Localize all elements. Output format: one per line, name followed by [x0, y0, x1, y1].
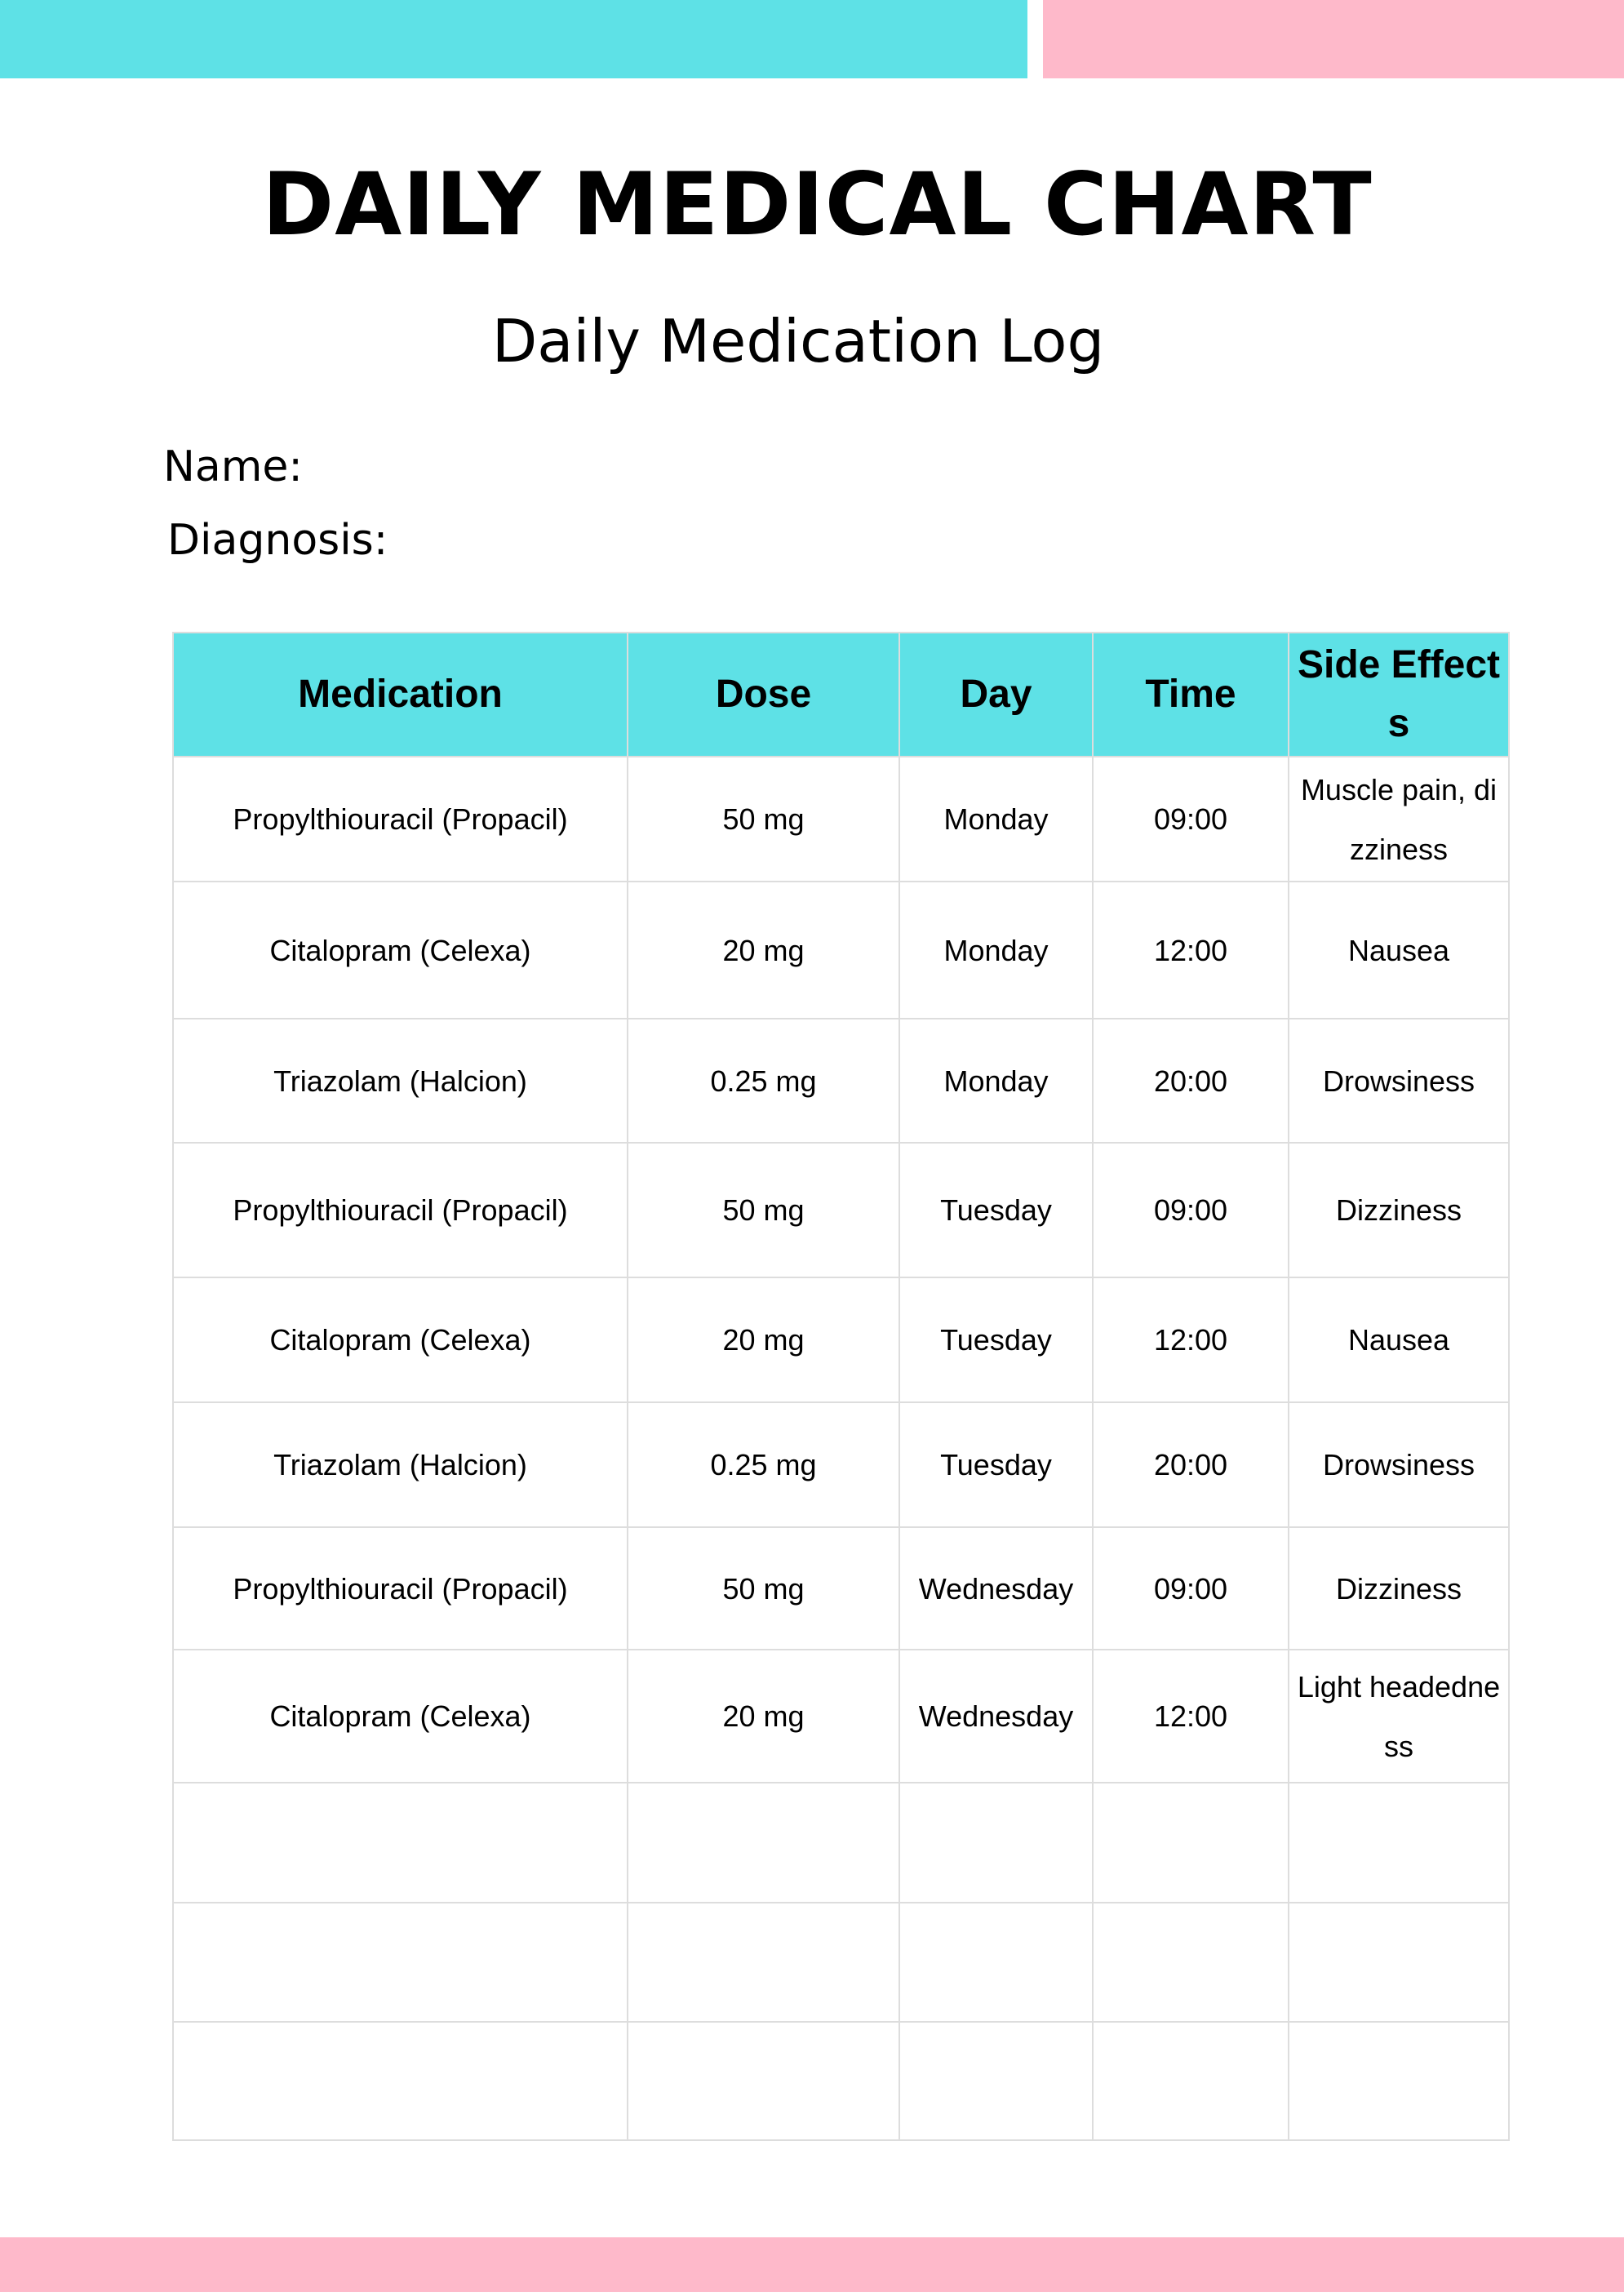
- name-label: Name:: [163, 442, 303, 491]
- cell-dose: 50 mg: [628, 757, 899, 882]
- top-cyan-bar: [0, 0, 1027, 78]
- cell-side-effects: Light headedness: [1289, 1650, 1509, 1783]
- cell-dose: [628, 2022, 899, 2140]
- cell-time: 20:00: [1093, 1019, 1289, 1143]
- table-row: [173, 757, 1509, 882]
- diagnosis-label: Diagnosis:: [167, 516, 388, 565]
- header-side-effects: Side Effects: [1289, 633, 1509, 757]
- cell-time: 09:00: [1093, 1143, 1289, 1277]
- header-time: Time: [1093, 633, 1289, 757]
- cell-side-effects: Nausea: [1289, 1277, 1509, 1402]
- table-row: [173, 1019, 1509, 1143]
- cell-day: Wednesday: [899, 1650, 1093, 1783]
- table-row: [173, 2022, 1509, 2140]
- cell-day: [899, 1903, 1093, 2022]
- top-pink-bar: [1043, 0, 1624, 78]
- table-row: [173, 1783, 1509, 1903]
- cell-time: 12:00: [1093, 1650, 1289, 1783]
- cell-side-effects: [1289, 2022, 1509, 2140]
- cell-dose: [628, 1783, 899, 1903]
- table-header-row: [173, 633, 1509, 757]
- cell-side-effects: Muscle pain, dizziness: [1289, 757, 1509, 882]
- cell-day: Monday: [899, 1019, 1093, 1143]
- cell-day: Monday: [899, 882, 1093, 1019]
- cell-medication: Citalopram (Celexa): [173, 882, 628, 1019]
- cell-time: [1093, 1783, 1289, 1903]
- cell-side-effects: [1289, 1903, 1509, 2022]
- cell-time: 12:00: [1093, 1277, 1289, 1402]
- table-row: [173, 1650, 1509, 1783]
- table-row: [173, 1143, 1509, 1277]
- cell-dose: 20 mg: [628, 1277, 899, 1402]
- page-subtitle: Daily Medication Log: [491, 307, 1105, 375]
- cell-time: [1093, 1903, 1289, 2022]
- table-row: [173, 882, 1509, 1019]
- cell-dose: 20 mg: [628, 1650, 899, 1783]
- cell-day: [899, 1783, 1093, 1903]
- table-row: [173, 1277, 1509, 1402]
- cell-side-effects: Drowsiness: [1289, 1402, 1509, 1527]
- cell-medication: Propylthiouracil (Propacil): [173, 1527, 628, 1650]
- table-row: [173, 1903, 1509, 2022]
- cell-medication: Propylthiouracil (Propacil): [173, 757, 628, 882]
- cell-side-effects: Drowsiness: [1289, 1019, 1509, 1143]
- table-row: [173, 1402, 1509, 1527]
- cell-time: 09:00: [1093, 1527, 1289, 1650]
- cell-dose: 50 mg: [628, 1143, 899, 1277]
- cell-time: 20:00: [1093, 1402, 1289, 1527]
- cell-medication: Triazolam (Halcion): [173, 1402, 628, 1527]
- cell-dose: 50 mg: [628, 1527, 899, 1650]
- header-day: Day: [899, 633, 1093, 757]
- cell-side-effects: Nausea: [1289, 882, 1509, 1019]
- header-medication: Medication: [173, 633, 628, 757]
- cell-medication: Citalopram (Celexa): [173, 1277, 628, 1402]
- cell-dose: [628, 1903, 899, 2022]
- header-dose: Dose: [628, 633, 899, 757]
- cell-time: 09:00: [1093, 757, 1289, 882]
- medication-log-table: [172, 632, 1510, 2141]
- cell-medication: Propylthiouracil (Propacil): [173, 1143, 628, 1277]
- cell-side-effects: Dizziness: [1289, 1527, 1509, 1650]
- cell-day: Tuesday: [899, 1277, 1093, 1402]
- cell-medication: [173, 2022, 628, 2140]
- cell-medication: Triazolam (Halcion): [173, 1019, 628, 1143]
- table-row: [173, 1527, 1509, 1650]
- page-title: DAILY MEDICAL CHART: [262, 154, 1373, 255]
- cell-day: Wednesday: [899, 1527, 1093, 1650]
- cell-dose: 20 mg: [628, 882, 899, 1019]
- cell-side-effects: Dizziness: [1289, 1143, 1509, 1277]
- cell-day: [899, 2022, 1093, 2140]
- cell-medication: Citalopram (Celexa): [173, 1650, 628, 1783]
- cell-medication: [173, 1903, 628, 2022]
- cell-dose: 0.25 mg: [628, 1402, 899, 1527]
- bottom-pink-bar: [0, 2237, 1624, 2292]
- cell-day: Tuesday: [899, 1143, 1093, 1277]
- cell-medication: [173, 1783, 628, 1903]
- cell-time: 12:00: [1093, 882, 1289, 1019]
- cell-day: Tuesday: [899, 1402, 1093, 1527]
- cell-time: [1093, 2022, 1289, 2140]
- cell-day: Monday: [899, 757, 1093, 882]
- cell-dose: 0.25 mg: [628, 1019, 899, 1143]
- cell-side-effects: [1289, 1783, 1509, 1903]
